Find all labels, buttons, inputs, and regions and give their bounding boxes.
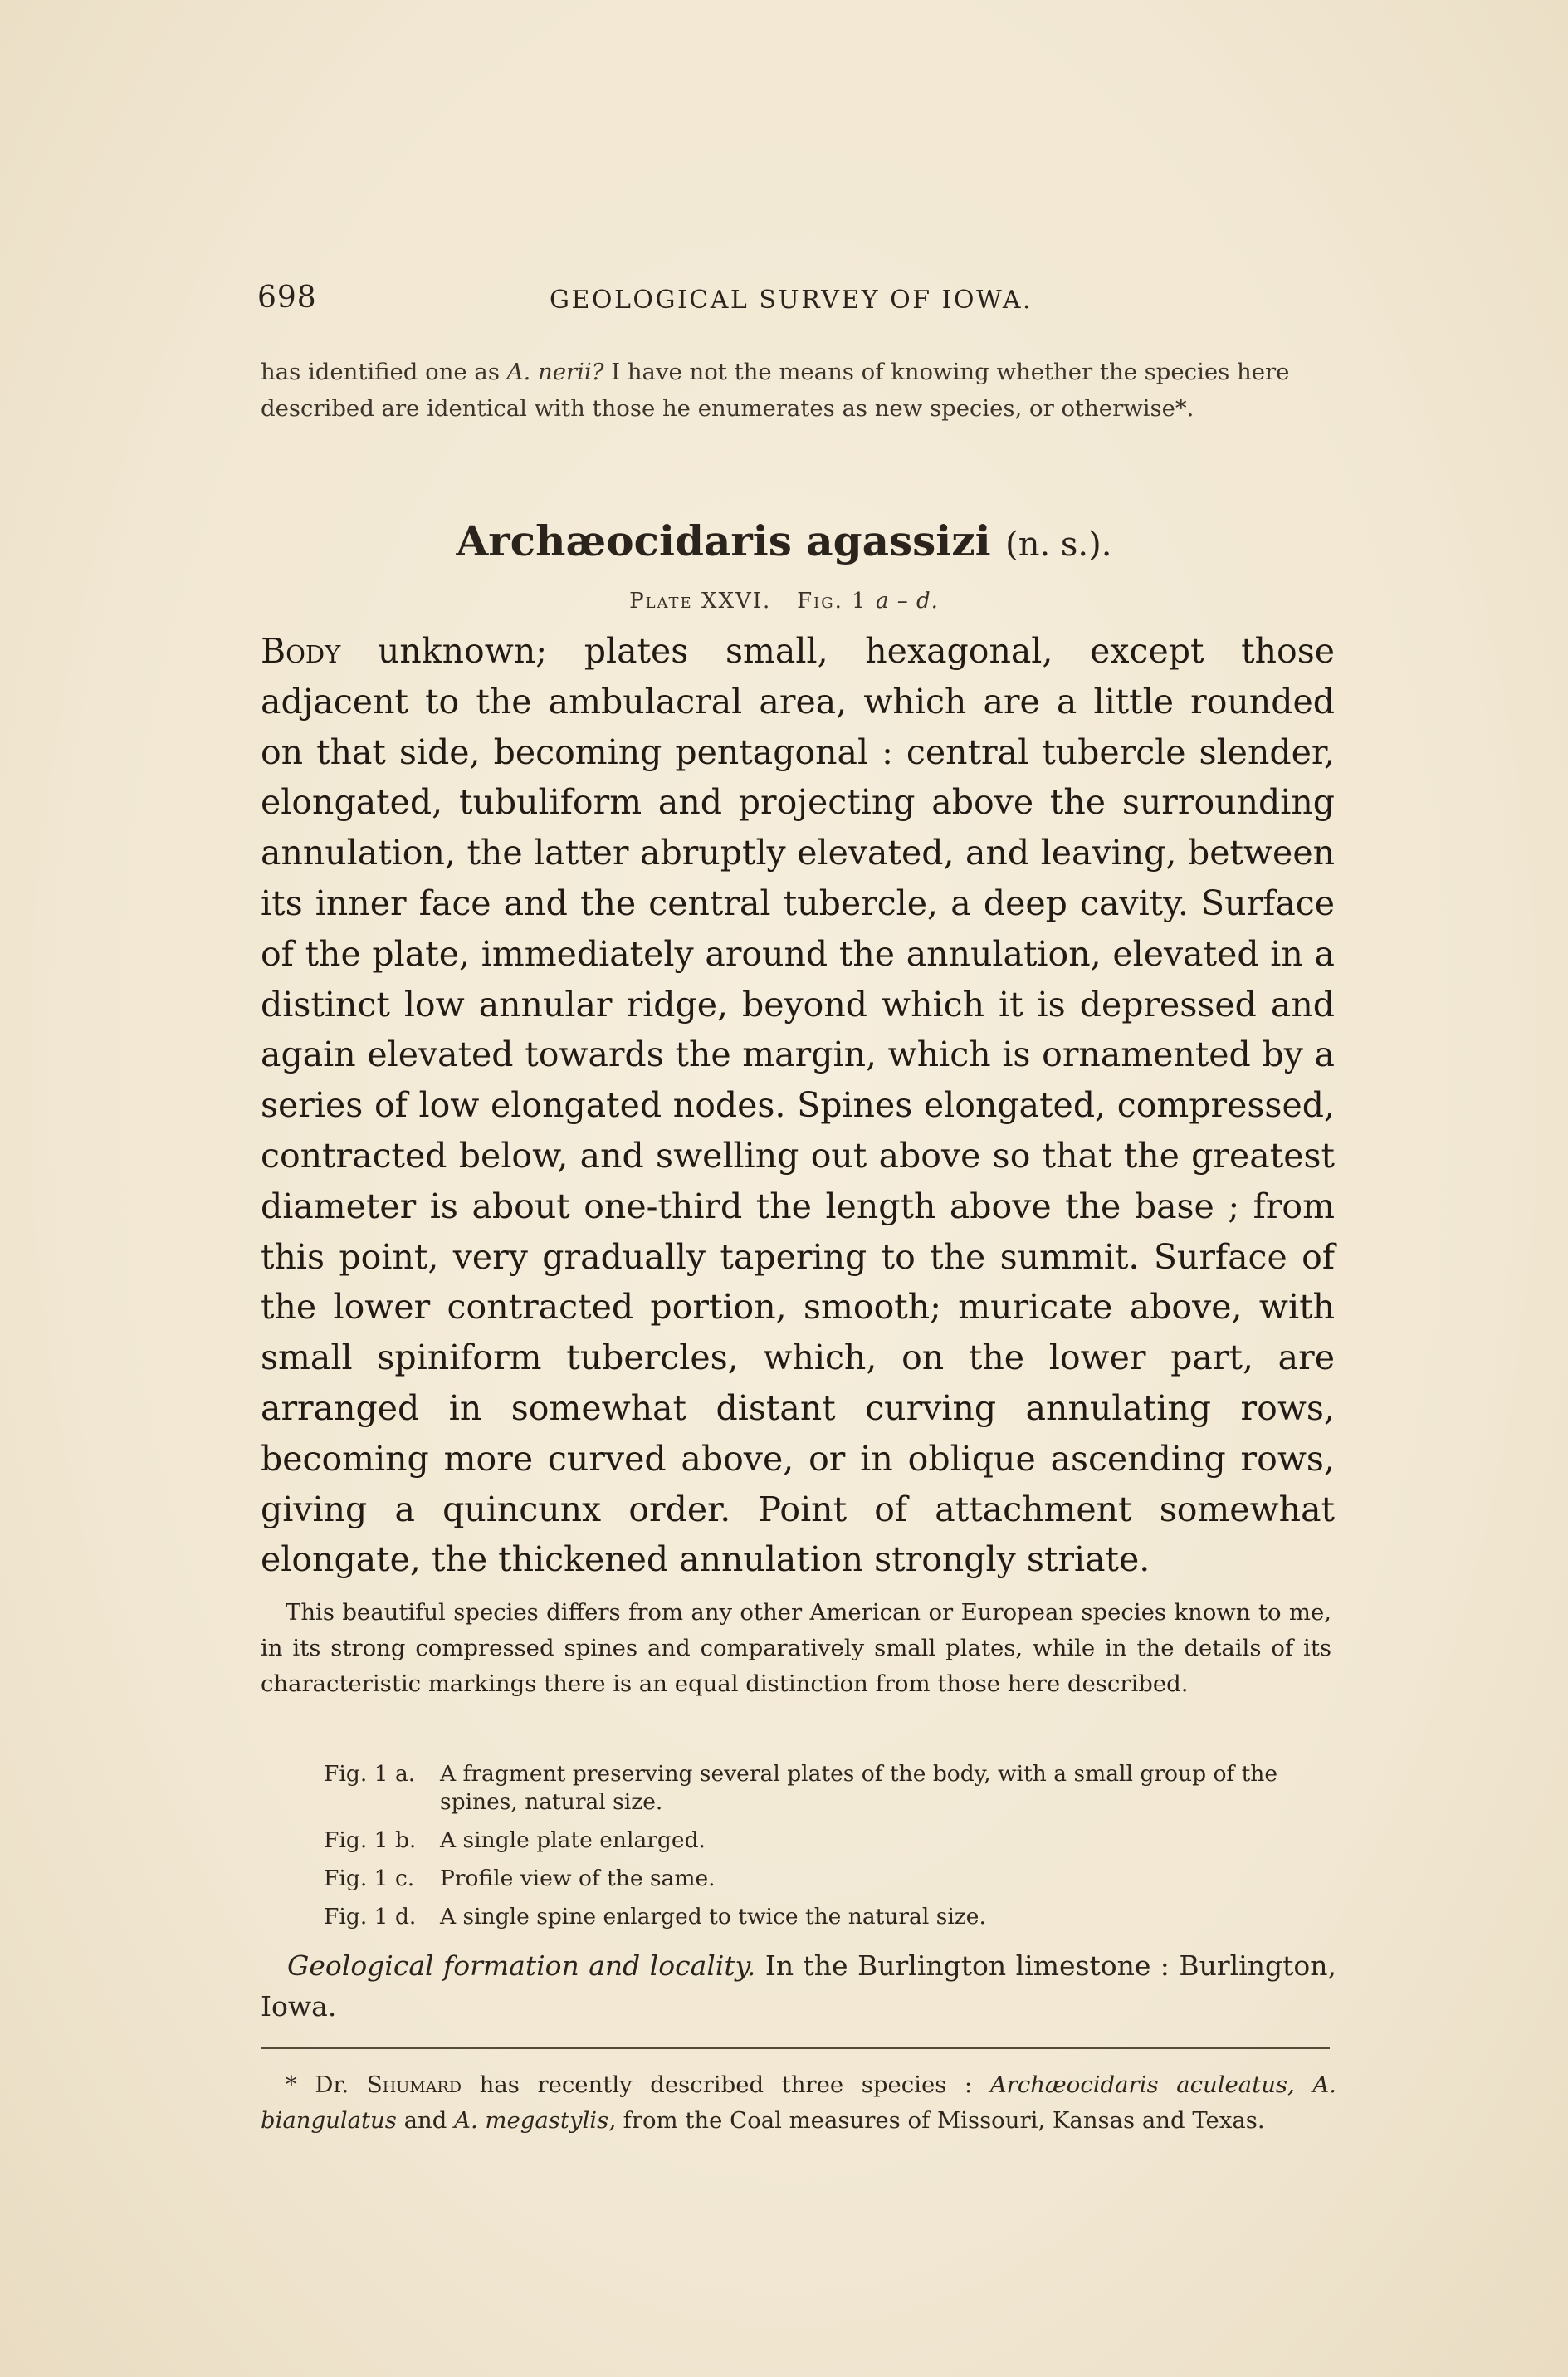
species-title	[0, 516, 1568, 565]
footnote-species-2: A. megastylis,	[454, 2107, 616, 2134]
species-status: (n. s.).	[1005, 526, 1112, 564]
fig-label: Fig. 1	[797, 589, 876, 614]
fig-range: a – d.	[875, 589, 939, 614]
footnote-text-2: and	[396, 2107, 455, 2134]
page-header	[257, 281, 1328, 322]
footnote-species-1: Archæocidaris aculeatus, A. biangulatus	[261, 2071, 1336, 2134]
formation-label: Geological formation and locality.	[287, 1949, 756, 1982]
intro-paragraph	[261, 354, 1336, 427]
figure-label: Fig. 1 b.	[324, 1827, 417, 1853]
description-lead-word: Body	[261, 631, 341, 671]
formation-text: In the Burlington limestone : Burlington, Iowa.	[261, 1949, 1336, 2022]
remarks-paragraph: This beautiful species differs from any other American or European species known to me, in its strong compressed spines and comparatively small plates, while in the details of its characteristic markings there is an equal distinction from those here described.	[261, 1599, 1331, 1697]
footnote-text-1: has recently described three species :	[462, 2071, 990, 2098]
figure-label: Fig. 1 d.	[324, 1904, 417, 1929]
footnote-divider	[261, 2047, 1330, 2049]
figure-label: Fig. 1 a.	[324, 1761, 416, 1787]
footnote-text-3: from the Coal measures of Missouri, Kansas and Texas.	[615, 2107, 1265, 2134]
plate-label: Plate XXVI.	[629, 589, 772, 614]
figure-text: A fragment preserving several plates of the body, with a small group of the spines, natural size.	[440, 1761, 1278, 1815]
species-description	[261, 626, 1335, 1585]
running-title: GEOLOGICAL SURVEY OF IOWA.	[550, 286, 1033, 315]
footnote-marker: * Dr.	[286, 2071, 367, 2098]
figure-item	[324, 1827, 1336, 1855]
description-text: unknown; plates small, hexagonal, except those adjacent to the ambulacral area, which are a little rounded on that side, becoming pentagonal : central tubercle slender, elongated, tubuliform and projecting above the surrounding annulation, the latter abruptly elevated, and leaving, between its inner face and the central tubercle, a deep cavity. Surface of the plate, immediately around the annulation, elevated in a distinct low annular ridge, beyond which it is depressed and again elevated towards the margin, which is ornamented by a series of low elongated nodes. Spines elongated, compressed, contracted below, and swelling out above so that the greatest diameter is about one-third the length above the base ; from this point, very gradually tapering to the summit. Surface of the lower contracted portion, smooth; muricate above, with small spiniform tubercles, which, on the lower part, are arranged in somewhat distant curving annulating rows, becoming more curved above, or in oblique ascending rows, giving a quincunx order. Point of attachment somewhat elongate, the thickened annulation strongly striate.	[261, 631, 1335, 1580]
footnote-author: Shumard	[366, 2071, 462, 2098]
figure-text: A single spine enlarged to twice the natural size.	[440, 1904, 986, 1929]
intro-species-ref: A. nerii?	[506, 359, 604, 385]
species-name: Archæocidaris agassizi	[456, 516, 991, 565]
figure-explanations	[324, 1760, 1336, 1941]
formation-locality	[261, 1945, 1336, 2027]
figure-text: A single plate enlarged.	[440, 1827, 706, 1853]
figure-item	[324, 1903, 1336, 1931]
figure-item	[324, 1760, 1336, 1817]
footnote	[261, 2067, 1336, 2139]
figure-item	[324, 1865, 1336, 1893]
page-number: 698	[257, 281, 317, 315]
intro-text-1: has identified one as	[261, 359, 507, 385]
figure-label: Fig. 1 c.	[324, 1866, 415, 1891]
plate-reference	[0, 589, 1568, 614]
intro-text-2: I have not the means of knowing whether the species here described are identical with those he enumerates as new species, or otherwise*.	[261, 359, 1290, 422]
figure-text: Profile view of the same.	[440, 1866, 716, 1891]
